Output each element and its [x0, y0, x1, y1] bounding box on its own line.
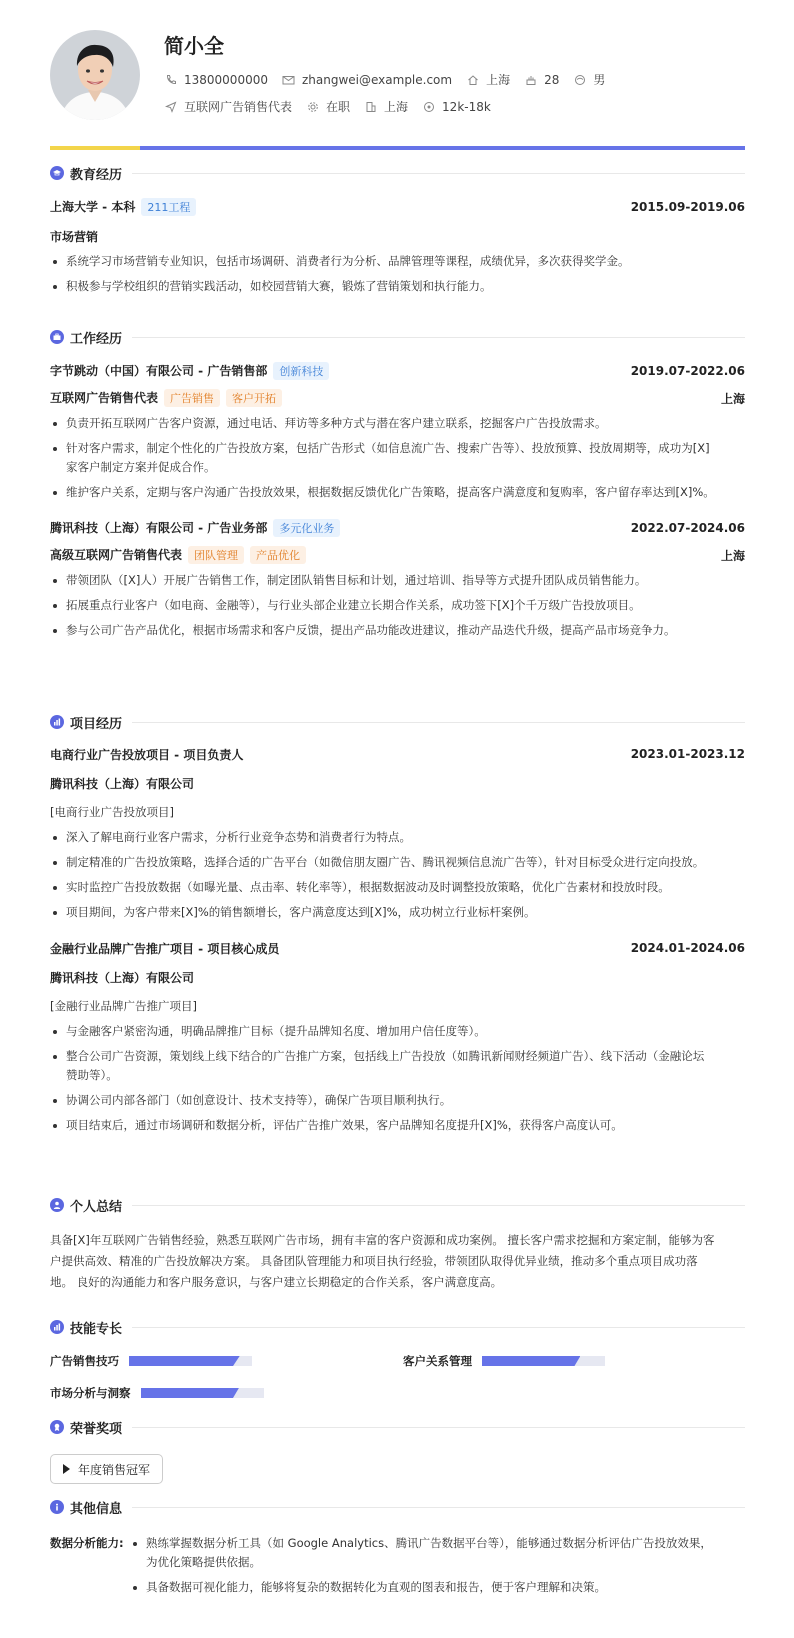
job-period: 2022.07-2024.06: [630, 521, 745, 535]
list-item: 协调公司内部各部门（如创意设计、技术支持等），确保广告项目顺利执行。: [50, 1091, 745, 1110]
list-item: 制定精准的广告投放策略，选择合适的广告平台（如微信朋友圈广告、腾讯视频信息流广告等），针对目标受众进行定向投放。: [50, 853, 745, 872]
project-label: [金融行业品牌广告推广项目]: [50, 999, 197, 1013]
briefcase-icon: [50, 330, 64, 344]
position-line: [50, 547, 745, 563]
education-icon: [50, 166, 64, 180]
send-icon: [164, 100, 178, 114]
skill-name: 市场分析与洞察: [50, 1386, 131, 1400]
section-title: 其他信息: [70, 1501, 123, 1517]
list-item: 熟练掌握数据分析工具（如 Google Analytics、腾讯广告数据平台等），能够通过数据分析评估广告投放效果，: [130, 1534, 745, 1553]
project-company: 腾讯科技（上海）有限公司: [50, 776, 195, 791]
project-label-line: [50, 998, 745, 1014]
skill-item: [50, 1353, 252, 1369]
section-rule: [132, 1427, 745, 1428]
list-item-continuation: 为优化策略提供依据。: [146, 1555, 261, 1569]
phone-item: [164, 73, 268, 87]
section-header: [50, 1196, 745, 1214]
section-title: 教育经历: [70, 167, 123, 183]
skill-bar: [482, 1356, 605, 1366]
section-header: [50, 164, 745, 182]
salary-text: 12k-18k: [442, 99, 491, 114]
phone-text: 13800000000: [184, 72, 268, 87]
list-item: 项目期间，为客户带来[X]%的销售额增长，客户满意度达到[X]%，成功树立行业标杆案例。: [50, 903, 745, 922]
company-tag: 多元化业务: [273, 519, 340, 537]
info-icon: [50, 1500, 64, 1514]
skill-tag: 客户开拓: [226, 389, 282, 407]
section-rule: [132, 173, 745, 174]
skill-bar-fill: [141, 1388, 239, 1398]
section-header: [50, 1318, 745, 1336]
skill-item: [50, 1385, 264, 1401]
project-bullets: [50, 1022, 745, 1135]
age-item: [524, 73, 559, 87]
job-bullets: [50, 571, 745, 640]
summary-section: [50, 1196, 745, 1293]
list-item: 参与公司广告产品优化，根据市场需求和客户反馈，提出产品功能改进建议，推动产品迭代升级，提高产品市场竞争力。: [50, 621, 745, 640]
other-section: [50, 1498, 745, 1597]
summary-line: 具备[X]年互联网广告销售经验，熟悉互联网广告市场，拥有丰富的客户资源和成功案例。 擅长客户需求挖掘和方案定制，能够为客: [50, 1233, 715, 1247]
gear-icon: [306, 100, 320, 114]
major-line: [50, 228, 745, 244]
position-title: 互联网广告销售代表: [50, 391, 159, 405]
education-header-line: [50, 199, 745, 215]
project-period: 2024.01-2024.06: [630, 941, 745, 955]
list-item: 深入了解电商行业客户需求，分析行业竞争态势和消费者行为特点。: [50, 828, 745, 847]
project-label: [电商行业广告投放项目]: [50, 805, 174, 819]
projects-section: [50, 713, 745, 1135]
summary-line: 户提供高效、精准的广告投放解决方案。 具备团队管理能力和项目执行经验，带领团队取得优异业绩，推动多个重点项目成功落: [50, 1254, 698, 1268]
other-bullets: [130, 1534, 745, 1597]
project-header-line: [50, 746, 745, 762]
job-header-line: [50, 363, 745, 379]
section-header: [50, 1498, 745, 1516]
honors-section: [50, 1418, 745, 1488]
mail-icon: [282, 73, 296, 87]
section-title: 工作经历: [70, 331, 123, 347]
section-title: 个人总结: [70, 1199, 123, 1215]
section-rule: [132, 1507, 745, 1508]
project-label-line: [50, 804, 745, 820]
section-rule: [132, 1205, 745, 1206]
profile-header: [50, 30, 745, 140]
skill-item: [403, 1353, 605, 1369]
skills-icon: [50, 1320, 64, 1334]
award-label: 年度销售冠军: [78, 1462, 151, 1477]
position-line: [50, 390, 745, 406]
contact-row: [164, 71, 619, 88]
list-item: 负责开拓互联网广告客户资源，通过电话、拜访等多种方式与潜在客户建立联系，挖掘客户广告投放需求。: [50, 414, 745, 433]
list-item: 实时监控广告投放数据（如曝光量、点击率、转化率等），根据数据波动及时调整投放策略，优化广告素材和投放时段。: [50, 878, 745, 897]
job-header-line: [50, 520, 745, 536]
header-divider: [50, 146, 745, 150]
section-rule: [132, 1327, 745, 1328]
skill-tag: 团队管理: [188, 546, 244, 564]
other-label: 数据分析能力:: [50, 1536, 124, 1550]
skill-name: 客户关系管理: [403, 1354, 472, 1368]
job-location: 上海: [720, 391, 745, 406]
age-text: 28: [544, 72, 560, 87]
list-item: 整合公司广告资源，策划线上线下结合的广告推广方案，包括线上广告投放（如腾讯新闻财经频道广告）、线下活动（金融论坛: [50, 1047, 745, 1066]
phone-icon: [164, 73, 178, 87]
work-section: [50, 328, 745, 640]
company-name: 字节跳动（中国）有限公司 - 广告销售部: [50, 364, 268, 378]
divider-accent: [50, 146, 140, 150]
target-job-text: 互联网广告销售代表: [184, 100, 293, 114]
other-detail: [50, 1534, 745, 1597]
education-bullets: [50, 252, 745, 296]
section-title: 技能专长: [70, 1321, 123, 1337]
position-title: 高级互联网广告销售代表: [50, 548, 183, 562]
project-company-line: [50, 969, 745, 985]
skill-bar: [129, 1356, 252, 1366]
award-icon: [50, 1420, 64, 1434]
skills-section: [50, 1318, 745, 1408]
city-item: [466, 71, 510, 88]
chart-icon: [50, 715, 64, 729]
avatar: [50, 30, 140, 120]
section-title: 荣誉奖项: [70, 1421, 123, 1437]
award-chip[interactable]: [50, 1454, 163, 1484]
gender-text: 男: [593, 73, 606, 87]
list-item-continuation: 赞助等）。: [66, 1068, 118, 1082]
section-header: [50, 1418, 745, 1436]
skill-bar-fill: [482, 1356, 580, 1366]
coin-icon: [422, 100, 436, 114]
skill-tag: 产品优化: [250, 546, 306, 564]
list-item: 拓展重点行业客户（如电商、金融等），与行业头部企业建立长期合作关系，成功签下[X]个千万级广告投放项目。: [50, 596, 745, 615]
city-text: 上海: [486, 73, 511, 87]
job-location: 上海: [720, 548, 745, 563]
job-bullets: [50, 414, 745, 502]
section-header: [50, 328, 745, 346]
skill-bar-fill: [129, 1356, 240, 1366]
building-icon: [364, 100, 378, 114]
section-header: [50, 713, 745, 731]
list-item: 积极参与学校组织的营销实践活动，如校园营销大赛，锻炼了营销策划和执行能力。: [50, 277, 745, 296]
skill-bar: [141, 1388, 264, 1398]
status-text: 在职: [326, 100, 351, 114]
gender-item: [573, 71, 605, 88]
job-period: 2019.07-2022.06: [630, 364, 745, 378]
target-city-text: 上海: [384, 100, 409, 114]
list-item: 维护客户关系，定期与客户沟通广告投放效果，根据数据反馈优化广告策略，提高客户满意度和复购率，客户留存率达到[X]%。: [50, 483, 745, 502]
status-item: [306, 98, 350, 115]
project-header-line: [50, 940, 745, 956]
project-bullets: [50, 828, 745, 922]
company-name: 腾讯科技（上海）有限公司 - 广告业务部: [50, 521, 268, 535]
email-text: zhangwei@example.com: [301, 72, 453, 87]
list-item-continuation: 家客户制定方案并促成合作。: [66, 460, 216, 474]
user-icon: [50, 1198, 64, 1212]
section-rule: [132, 337, 745, 338]
email-item: [282, 73, 452, 87]
play-icon: [63, 1464, 70, 1474]
skill-name: 广告销售技巧: [50, 1354, 119, 1368]
summary-line: 地。 良好的沟通能力和客户服务意识，与客户建立长期稳定的合作关系，客户满意度高。: [50, 1275, 503, 1289]
cake-icon: [524, 73, 538, 87]
education-period: 2015.09-2019.06: [630, 200, 745, 214]
list-item: 系统学习市场营销专业知识，包括市场调研、消费者行为分析、品牌管理等课程，成绩优异，多次获得奖学金。: [50, 252, 745, 271]
project-name: 金融行业品牌广告推广项目 - 项目核心成员: [50, 941, 280, 956]
project-period: 2023.01-2023.12: [630, 747, 745, 761]
school-name: 上海大学 - 本科: [50, 200, 136, 214]
target-job-item: [164, 98, 292, 115]
list-item: 带领团队（[X]人）开展广告销售工作，制定团队销售目标和计划，通过培训、指导等方式提升团队成员销售能力。: [50, 571, 745, 590]
list-item: 项目结束后，通过市场调研和数据分析，评估广告推广效果，客户品牌知名度提升[X]%，获得客户高度认可。: [50, 1116, 745, 1135]
list-item: 针对客户需求，制定个性化的广告投放方案，包括广告形式（如信息流广告、搜索广告等）、投放预算、投放周期等，成功为[X]: [50, 439, 745, 458]
list-item: 与金融客户紧密沟通，明确品牌推广目标（提升品牌知名度、增加用户信任度等）。: [50, 1022, 745, 1041]
project-company: 腾讯科技（上海）有限公司: [50, 970, 195, 985]
profile-name: 简小全: [164, 34, 224, 58]
skill-tag: 广告销售: [164, 389, 220, 407]
school-tag: 211工程: [141, 198, 196, 216]
company-tag: 创新科技: [273, 362, 329, 380]
project-name: 电商行业广告投放项目 - 项目负责人: [50, 747, 244, 762]
home-icon: [466, 73, 480, 87]
education-section: [50, 164, 745, 296]
list-item: 具备数据可视化能力，能够将复杂的数据转化为直观的图表和报告，便于客户理解和决策。: [130, 1578, 745, 1597]
section-title: 项目经历: [70, 716, 123, 732]
major: 市场营销: [50, 229, 99, 244]
person-icon: [573, 73, 587, 87]
section-rule: [132, 722, 745, 723]
target-city-item: [364, 98, 408, 115]
project-company-line: [50, 775, 745, 791]
salary-item: [422, 100, 491, 114]
job-intent-row: [164, 98, 505, 115]
summary-text: [50, 1230, 745, 1293]
